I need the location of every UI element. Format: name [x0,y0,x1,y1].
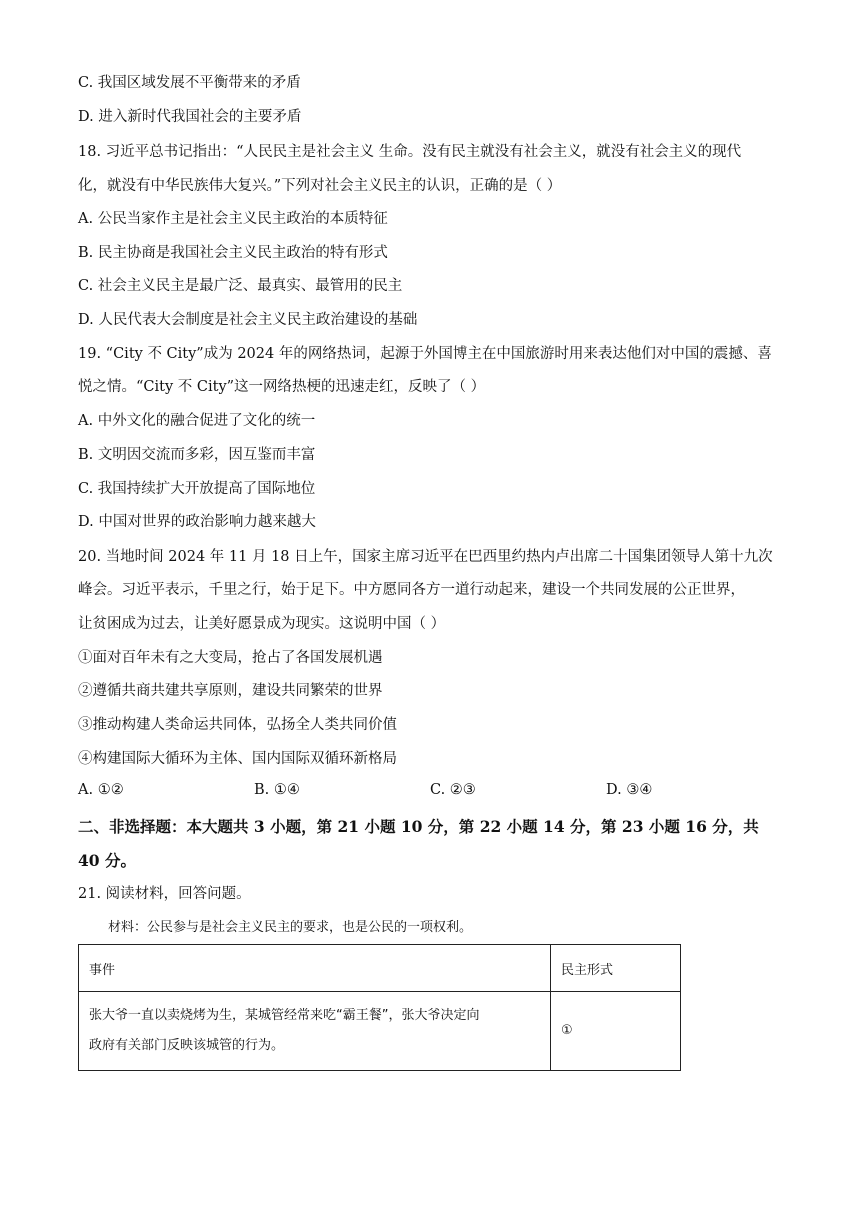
q20-option-a: A. ①② [78,782,124,798]
q20-option-d: D. ③④ [606,782,653,798]
q20-option-c: C. ②③ [430,782,476,798]
q18-option-a: A. 公民当家作主是社会主义民主政治的本质特征 [78,211,388,227]
q20-statement-4: ④构建国际大循环为主体、国内国际双循环新格局 [78,751,397,767]
q19-option-b: B. 文明因交流而多彩，因互鉴而丰富 [78,447,316,463]
q20-statement-1: ①面对百年未有之大变局，抢占了各国发展机遇 [78,650,383,666]
q20-stem-line-3: 让贫困成为过去，让美好愿景成为现实。这说明中国（ ） [78,616,446,632]
q21-material: 材料：公民参与是社会主义民主的要求，也是公民的一项权利。 [108,920,473,935]
q21-table [78,944,681,1071]
q19-option-d: D. 中国对世界的政治影响力越来越大 [78,514,316,530]
q18-stem-line-2: 化，就没有中华民族伟大复兴。”下列对社会主义民主的认识，正确的是（ ） [78,178,562,194]
q19-stem-line-1: 19. “City 不 City”成为 2024 年的网络热词，起源于外国博主在中国旅游时用来表达他们对中国的震撼、喜 [78,346,772,362]
q19-option-c: C. 我国持续扩大开放提高了国际地位 [78,481,316,497]
table-cell-event [79,992,551,1071]
q18-option-c: C. 社会主义民主是最广泛、最真实、最管用的民主 [78,278,403,294]
q20-option-b: B. ①④ [254,782,300,798]
q18-option-d: D. 人民代表大会制度是社会主义民主政治建设的基础 [78,312,418,328]
q20-statement-2: ②遵循共商共建共享原则，建设共同繁荣的世界 [78,683,383,699]
q17-option-c: C. 我国区域发展不平衡带来的矛盾 [78,75,301,91]
q18-stem-line-1: 18. 习近平总书记指出：“人民民主是社会主义 生命。没有民主就没有社会主义，就没有社会主义的现代 [78,144,742,160]
section-2-heading-line-1: 二、非选择题：本大题共 3 小题，第 21 小题 10 分，第 22 小题 14 分，第 23 小题 16 分，共 [78,817,759,836]
table-header-form: 民主形式 [551,945,681,992]
table-row [79,992,681,1071]
table-cell-form: ① [551,992,681,1071]
table-header-event: 事件 [79,945,551,992]
q17-option-d: D. 进入新时代我国社会的主要矛盾 [78,109,302,125]
event-line-2: 政府有关部门反映该城管的行为。 [89,1038,285,1053]
section-2-heading-line-2: 40 分。 [78,851,136,870]
q20-options [78,782,778,804]
q20-stem-line-2: 峰会。习近平表示，千里之行，始于足下。中方愿同各方一道行动起来，建设一个共同发展的公正世界， [78,582,745,598]
q21-stem: 21. 阅读材料，回答问题。 [78,886,251,902]
q20-statement-3: ③推动构建人类命运共同体，弘扬全人类共同价值 [78,717,397,733]
event-line-1: 张大爷一直以卖烧烤为生，某城管经常来吃“霸王餐”，张大爷决定向 [89,1008,480,1023]
q20-stem-line-1: 20. 当地时间 2024 年 11 月 18 日上午，国家主席习近平在巴西里约热内卢出席二十国集团领导人第十九次 [78,549,773,565]
table-header-row [79,945,681,992]
q18-option-b: B. 民主协商是我国社会主义民主政治的特有形式 [78,245,388,261]
q19-option-a: A. 中外文化的融合促进了文化的统一 [78,413,316,429]
q19-stem-line-2: 悦之情。“City 不 City”这一网络热梗的迅速走红，反映了（ ） [78,379,486,395]
